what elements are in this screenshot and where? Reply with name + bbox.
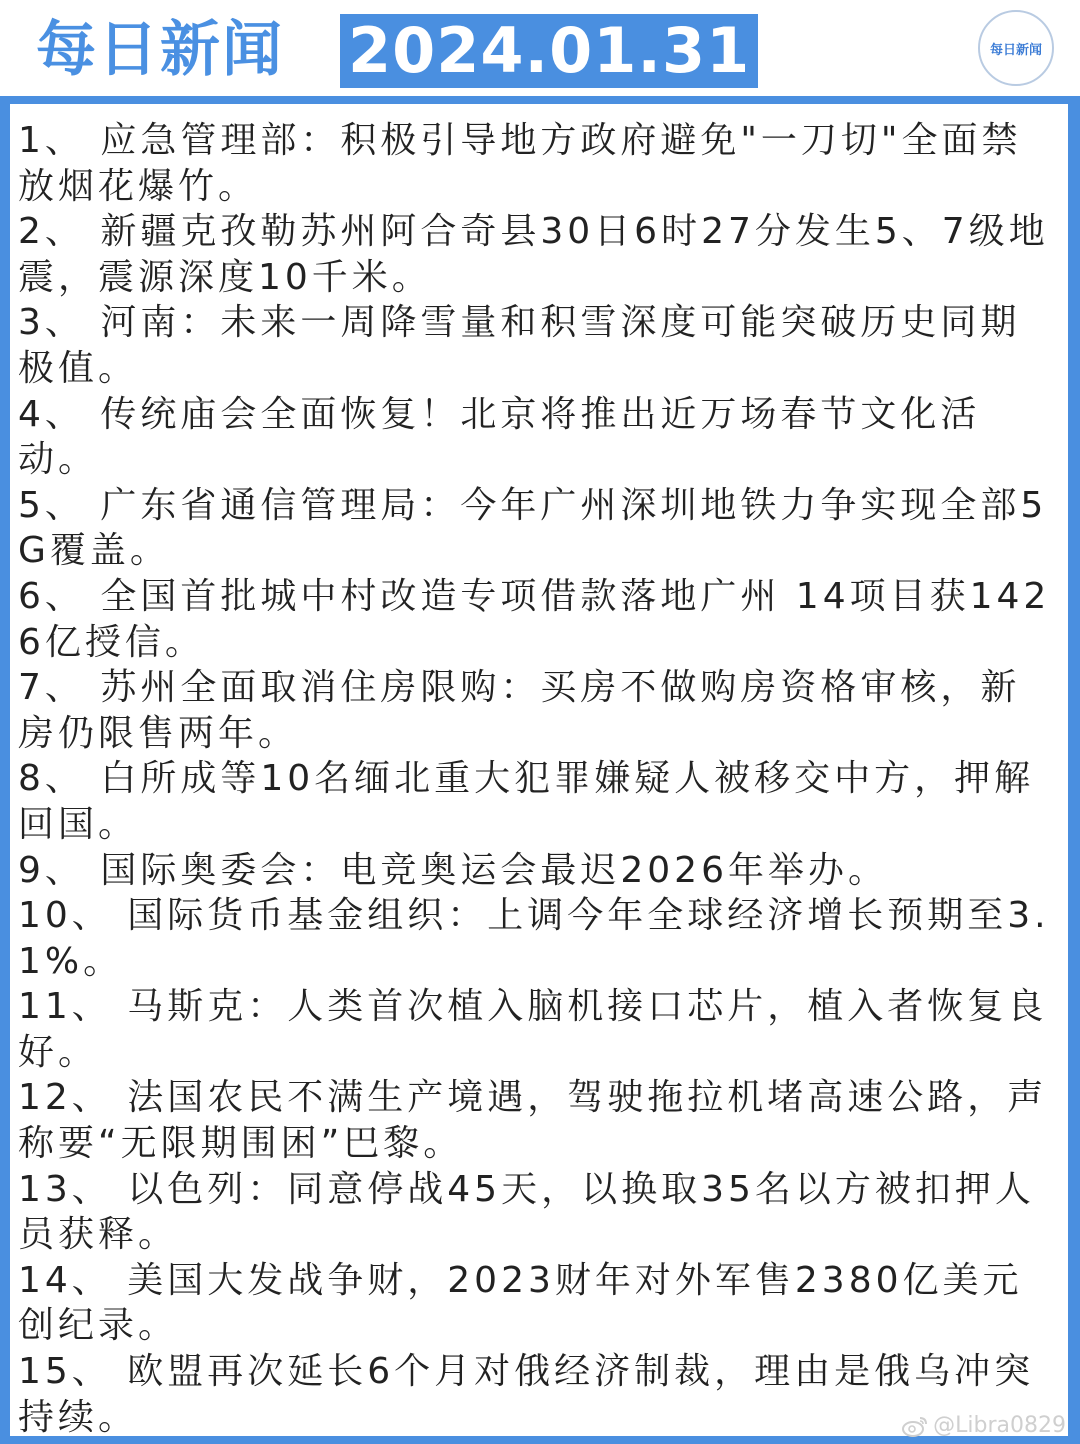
- news-number: 4、: [18, 393, 85, 435]
- news-item: [18, 1167, 1056, 1258]
- news-frame: [0, 96, 1080, 1444]
- news-number: 1、: [18, 120, 85, 161]
- news-item: [18, 392, 1056, 483]
- news-item: [18, 893, 1056, 984]
- news-text: 河南：未来一周降雪量和积雪深度可能突破历史同期极值。: [18, 302, 1021, 389]
- weibo-icon: [901, 1415, 929, 1437]
- news-text: 白所成等10名缅北重大犯罪嫌疑人被移交中方，押解回国。: [18, 758, 1035, 845]
- news-item: [18, 300, 1056, 391]
- date-badge: 2024.01.31: [340, 14, 758, 88]
- news-item: [18, 118, 1056, 209]
- news-number: 15、: [18, 1351, 112, 1393]
- news-text: 美国大发战争财，2023财年对外军售2380亿美元创纪录。: [18, 1259, 1023, 1347]
- news-text: 新疆克孜勒苏州阿合奇县30日6时27分发生5、7级地震，震源深度10千米。: [18, 211, 1049, 298]
- news-item: [18, 483, 1056, 574]
- news-text: 苏州全面取消住房限购：买房不做购房资格审核，新房仍限售两年。: [18, 667, 1021, 754]
- news-item: [18, 665, 1056, 756]
- news-number: 13、: [18, 1168, 112, 1210]
- news-number: 11、: [18, 986, 112, 1028]
- news-number: 5、: [18, 484, 85, 526]
- news-item: [18, 574, 1056, 665]
- news-text: 以色列：同意停战45天，以换取35名以方被扣押人员获释。: [18, 1168, 1035, 1256]
- news-text: 法国农民不满生产境遇，驾驶拖拉机堵高速公路，声称要“无限期围困”巴黎。: [18, 1077, 1048, 1165]
- news-text: 国际奥委会：电竞奥运会最迟2026年举办。: [100, 849, 888, 891]
- logo-text: 每日新闻: [989, 42, 1042, 58]
- news-number: 10、: [18, 895, 112, 937]
- logo: [978, 10, 1054, 86]
- news-number: 7、: [18, 667, 85, 709]
- news-item: [18, 984, 1056, 1075]
- news-text: 马斯克：人类首次植入脑机接口芯片，植入者恢复良好。: [18, 986, 1048, 1073]
- news-number: 3、: [18, 302, 85, 344]
- news-item: [18, 209, 1056, 300]
- watermark-text: @Libra0829: [933, 1413, 1066, 1438]
- news-item: [18, 1258, 1056, 1349]
- news-panel: [10, 104, 1068, 1436]
- news-number: 8、: [18, 758, 85, 800]
- news-text: 传统庙会全面恢复！北京将推出近万场春节文化活动。: [18, 393, 981, 481]
- news-number: 6、: [18, 575, 85, 617]
- news-number: 2、: [18, 211, 85, 253]
- header: [0, 0, 1080, 96]
- news-number: 12、: [18, 1077, 112, 1119]
- news-text: 国际货币基金组织：上调今年全球经济增长预期至3.1%。: [18, 895, 1050, 982]
- news-text: 全国首批城中村改造专项借款落地广州 14项目获1426亿授信。: [18, 575, 1051, 663]
- news-number: 14、: [18, 1259, 112, 1301]
- news-number: 9、: [18, 849, 85, 891]
- page-title: 每日新闻: [36, 15, 284, 85]
- news-item: [18, 756, 1056, 847]
- news-text: 欧盟再次延长6个月对俄经济制裁，理由是俄乌冲突持续。: [18, 1351, 1035, 1436]
- news-item: [18, 848, 1056, 894]
- news-item: [18, 1075, 1056, 1166]
- watermark: [901, 1413, 1066, 1438]
- news-text: 应急管理部：积极引导地方政府避免"一刀切"全面禁放烟花爆竹。: [18, 120, 1022, 207]
- news-text: 广东省通信管理局：今年广州深圳地铁力争实现全部5G覆盖。: [18, 484, 1048, 572]
